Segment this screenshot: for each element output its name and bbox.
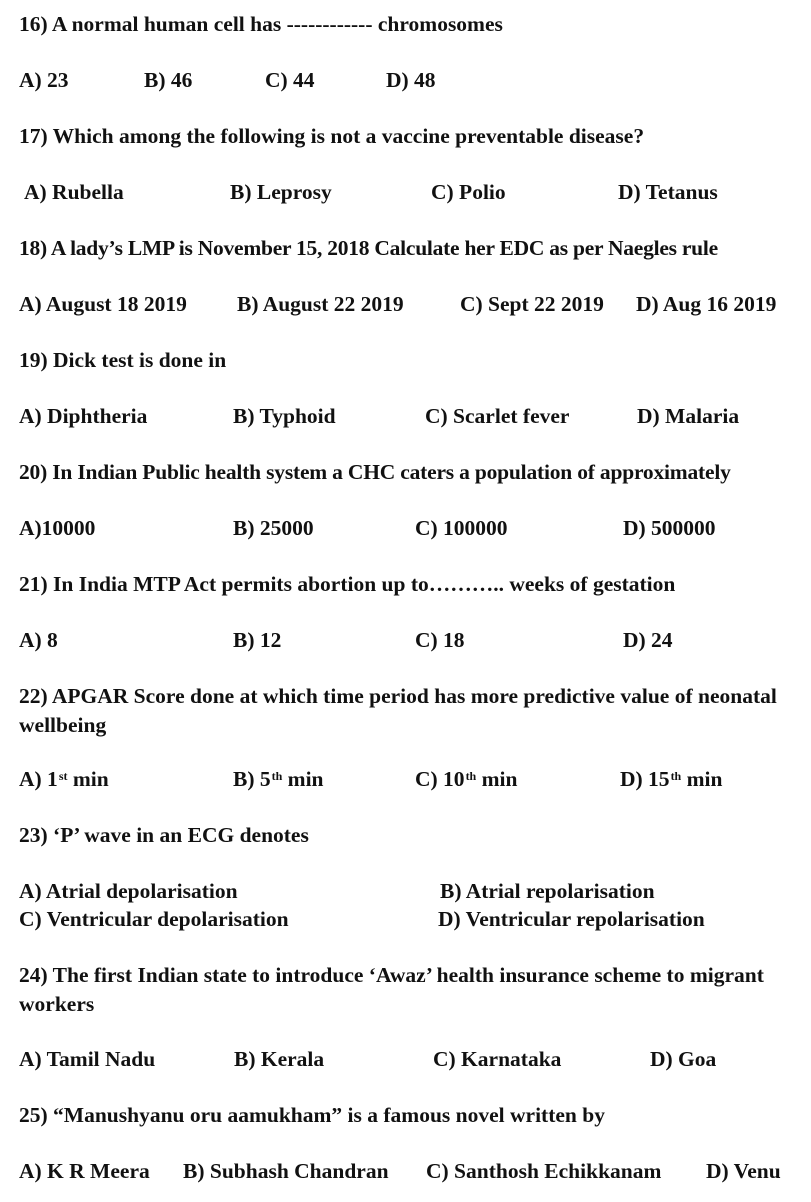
- q24-option-d: D) Goa: [650, 1047, 717, 1071]
- question-23: 23) ‘P’ wave in an ECG denotes: [19, 823, 309, 847]
- q17-option-b: B) Leprosy: [230, 180, 332, 204]
- q21-option-c: C) 18: [415, 628, 465, 652]
- q21-option-b: B) 12: [233, 628, 282, 652]
- q22-option-b: B) 5th min: [233, 767, 324, 791]
- q23-option-b: B) Atrial repolarisation: [440, 879, 655, 903]
- q20-option-c: C) 100000: [415, 516, 508, 540]
- q22-option-c: C) 10th min: [415, 767, 518, 791]
- q23-option-a: A) Atrial depolarisation: [19, 879, 238, 903]
- q18-option-b: B) August 22 2019: [237, 292, 404, 316]
- question-22: 22) APGAR Score done at which time period has more predictive value of neonatal wellbeing: [19, 684, 777, 737]
- q18-option-d: D) Aug 16 2019: [636, 292, 777, 316]
- question-18: 18) A lady’s LMP is November 15, 2018 Calculate her EDC as per Naegles rule: [19, 236, 718, 260]
- q23-option-d: D) Ventricular repolarisation: [438, 907, 705, 931]
- q20-option-a: A)10000: [19, 516, 96, 540]
- q16-option-a: A) 23: [19, 68, 69, 92]
- q25-option-d: D) Venu: [706, 1159, 781, 1183]
- q25-option-a: A) K R Meera: [19, 1159, 150, 1183]
- q22-option-a: A) 1st min: [19, 767, 109, 791]
- q23-option-c: C) Ventricular depolarisation: [19, 907, 289, 931]
- q19-option-d: D) Malaria: [637, 404, 740, 428]
- question-19: 19) Dick test is done in: [19, 348, 227, 372]
- q17-option-d: D) Tetanus: [618, 180, 718, 204]
- q18-option-a: A) August 18 2019: [19, 292, 187, 316]
- question-20: 20) In Indian Public health system a CHC caters a population of approximately: [19, 460, 731, 484]
- q17-option-c: C) Polio: [431, 180, 506, 204]
- question-17: 17) Which among the following is not a vaccine preventable disease?: [19, 124, 645, 148]
- question-21: 21) In India MTP Act permits abortion up to……….. weeks of gestation: [19, 572, 676, 596]
- q25-option-b: B) Subhash Chandran: [183, 1159, 389, 1183]
- question-16: 16) A normal human cell has ------------ chromosomes: [19, 12, 503, 36]
- q24-option-b: B) Kerala: [234, 1047, 325, 1071]
- question-25: 25) “Manushyanu oru aamukham” is a famous novel written by: [19, 1103, 605, 1127]
- q20-option-d: D) 500000: [623, 516, 716, 540]
- q19-option-a: A) Diphtheria: [19, 404, 148, 428]
- q21-option-a: A) 8: [19, 628, 58, 652]
- q16-option-c: C) 44: [265, 68, 315, 92]
- q24-option-c: C) Karnataka: [433, 1047, 562, 1071]
- question-24: 24) The first Indian state to introduce ‘Awaz’ health insurance scheme to migrant workers: [19, 963, 764, 1016]
- q25-option-c: C) Santhosh Echikkanam: [426, 1159, 662, 1183]
- q22-option-d: D) 15th min: [620, 767, 723, 791]
- q18-option-c: C) Sept 22 2019: [460, 292, 604, 316]
- q21-option-d: D) 24: [623, 628, 673, 652]
- q16-option-d: D) 48: [386, 68, 436, 92]
- q24-option-a: A) Tamil Nadu: [19, 1047, 156, 1071]
- q19-option-c: C) Scarlet fever: [425, 404, 570, 428]
- q19-option-b: B) Typhoid: [233, 404, 336, 428]
- q17-option-a: A) Rubella: [24, 180, 124, 204]
- q16-option-b: B) 46: [144, 68, 193, 92]
- q20-option-b: B) 25000: [233, 516, 314, 540]
